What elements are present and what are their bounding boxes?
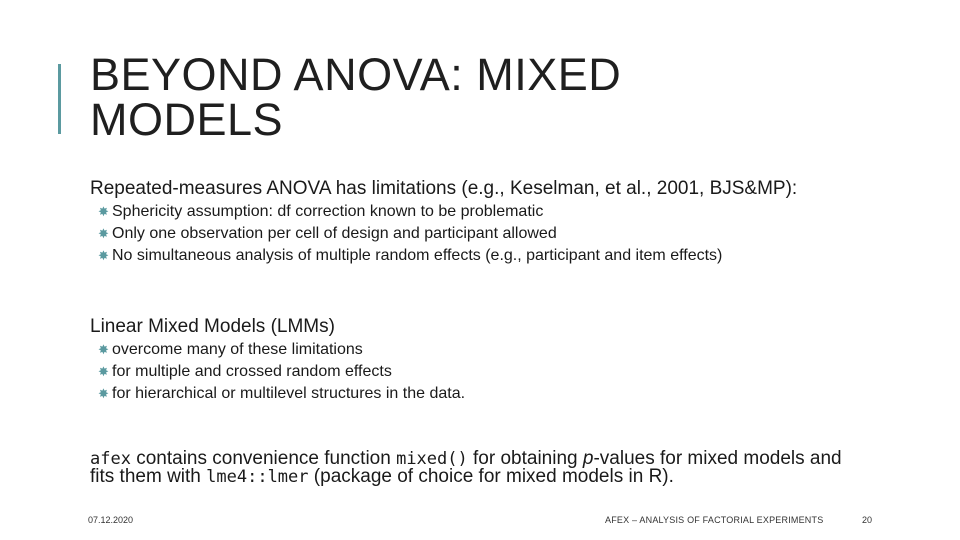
afex-text-2: for obtaining — [467, 448, 583, 469]
anova-limitations-text: Repeated-measures ANOVA has limitations (e.g., Keselman, et al., 2001, BJS&MP): — [90, 178, 798, 199]
lmm-text: Linear Mixed Models (LMMs) — [90, 316, 335, 337]
slide-title — [90, 49, 910, 145]
lmm-list — [98, 339, 465, 405]
asterisk-bullet-icon: ✸ — [98, 364, 109, 379]
list-item — [98, 361, 465, 383]
page-number: 20 — [862, 515, 873, 525]
afex-text-1: contains convenience function — [130, 448, 397, 469]
afex-text-4: (package of choice for mixed models in R). — [308, 466, 674, 487]
asterisk-bullet-icon: ✸ — [98, 226, 109, 241]
list-item-text: overcome many of these limitations — [112, 341, 363, 358]
p-italic: p — [582, 448, 594, 469]
footer-date: 07.12.2020 — [88, 515, 134, 525]
lmer-code: lme4::lmer — [206, 467, 309, 487]
afex-block — [90, 450, 850, 486]
list-item-text: for hierarchical or multilevel structures in the data. — [112, 385, 466, 402]
list-item — [98, 245, 797, 267]
lmm-block — [90, 318, 465, 405]
afex-code: afex — [90, 449, 131, 469]
list-item-text: Sphericity assumption: df correction known to be problematic — [112, 203, 544, 220]
afex-text-3: -values for mixed models and fits them with — [90, 448, 842, 487]
list-item-text: for multiple and crossed random effects — [112, 363, 392, 380]
title-line-1: BEYOND ANOVA: MIXED — [90, 49, 622, 100]
anova-limitations-list — [98, 201, 797, 267]
footer-title: AFEX – ANALYSIS OF FACTORIAL EXPERIMENTS — [605, 515, 824, 525]
list-item-text: Only one observation per cell of design and participant allowed — [112, 225, 557, 242]
afex-text — [90, 450, 850, 486]
list-item — [98, 339, 465, 361]
title-line-2: MODELS — [90, 94, 284, 145]
mixed-function-code: mixed() — [396, 449, 468, 469]
list-item-text: No simultaneous analysis of multiple random effects (e.g., participant and item effects) — [112, 247, 723, 264]
list-item — [98, 201, 797, 223]
asterisk-bullet-icon: ✸ — [98, 204, 109, 219]
asterisk-bullet-icon: ✸ — [98, 386, 109, 401]
anova-limitations-block — [90, 180, 797, 267]
list-item — [98, 223, 797, 245]
title-accent-bar — [58, 64, 61, 134]
list-item — [98, 383, 465, 405]
asterisk-bullet-icon: ✸ — [98, 342, 109, 357]
asterisk-bullet-icon: ✸ — [98, 248, 109, 263]
